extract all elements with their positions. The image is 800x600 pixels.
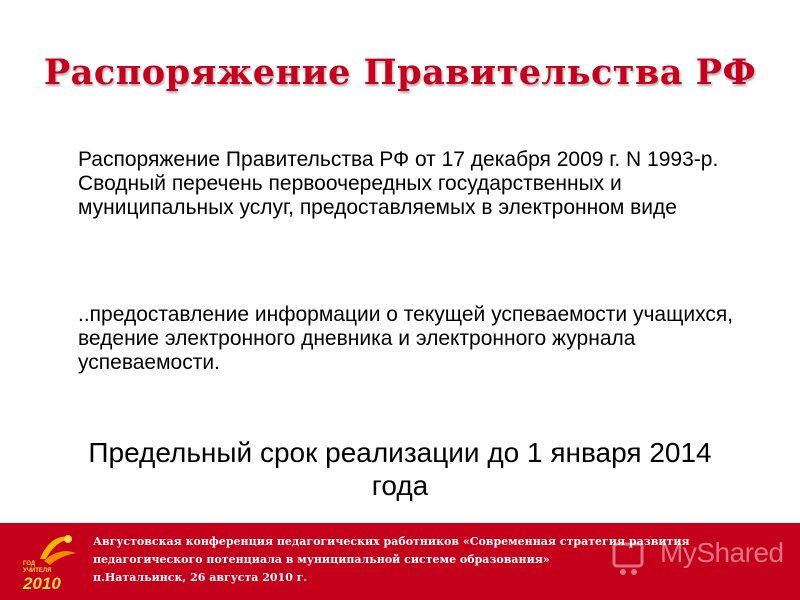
footer-line-1: Августовская конференция педагогических работников «Современная стратегия развития — [93, 535, 690, 548]
footer-line-2: педагогического потенциала в муниципальной системе образования» — [93, 553, 550, 566]
footer-banner — [0, 523, 800, 600]
logo-caption-1: ГОД — [23, 561, 36, 567]
year-of-teacher-logo-icon — [10, 529, 85, 595]
deadline-text: Предельный срок реализации до 1 января 2014 года — [88, 437, 712, 501]
watermark-text: MyShared — [660, 537, 784, 568]
footer-line-3: п.Натальинск, 26 августа 2010 г. — [93, 571, 308, 584]
decree-paragraph: Распоряжение Правительства РФ от 17 декабря 2009 г. N 1993-р. Сводный перечень первоочередных государственных и муниципальных услуг, предоставляемых в электронном виде — [78, 148, 719, 219]
watermark-logo-icon — [610, 538, 650, 578]
services-paragraph: ..предоставление информации о текущей успеваемости учащихся, ведение электронного дневника и электронного журнала успеваемости. — [78, 303, 734, 374]
slide-title: Распоряжение Правительства РФ — [43, 52, 757, 93]
logo-caption-2: УЧИТЕЛЯ — [23, 568, 52, 574]
logo-year: 2010 — [23, 574, 61, 593]
